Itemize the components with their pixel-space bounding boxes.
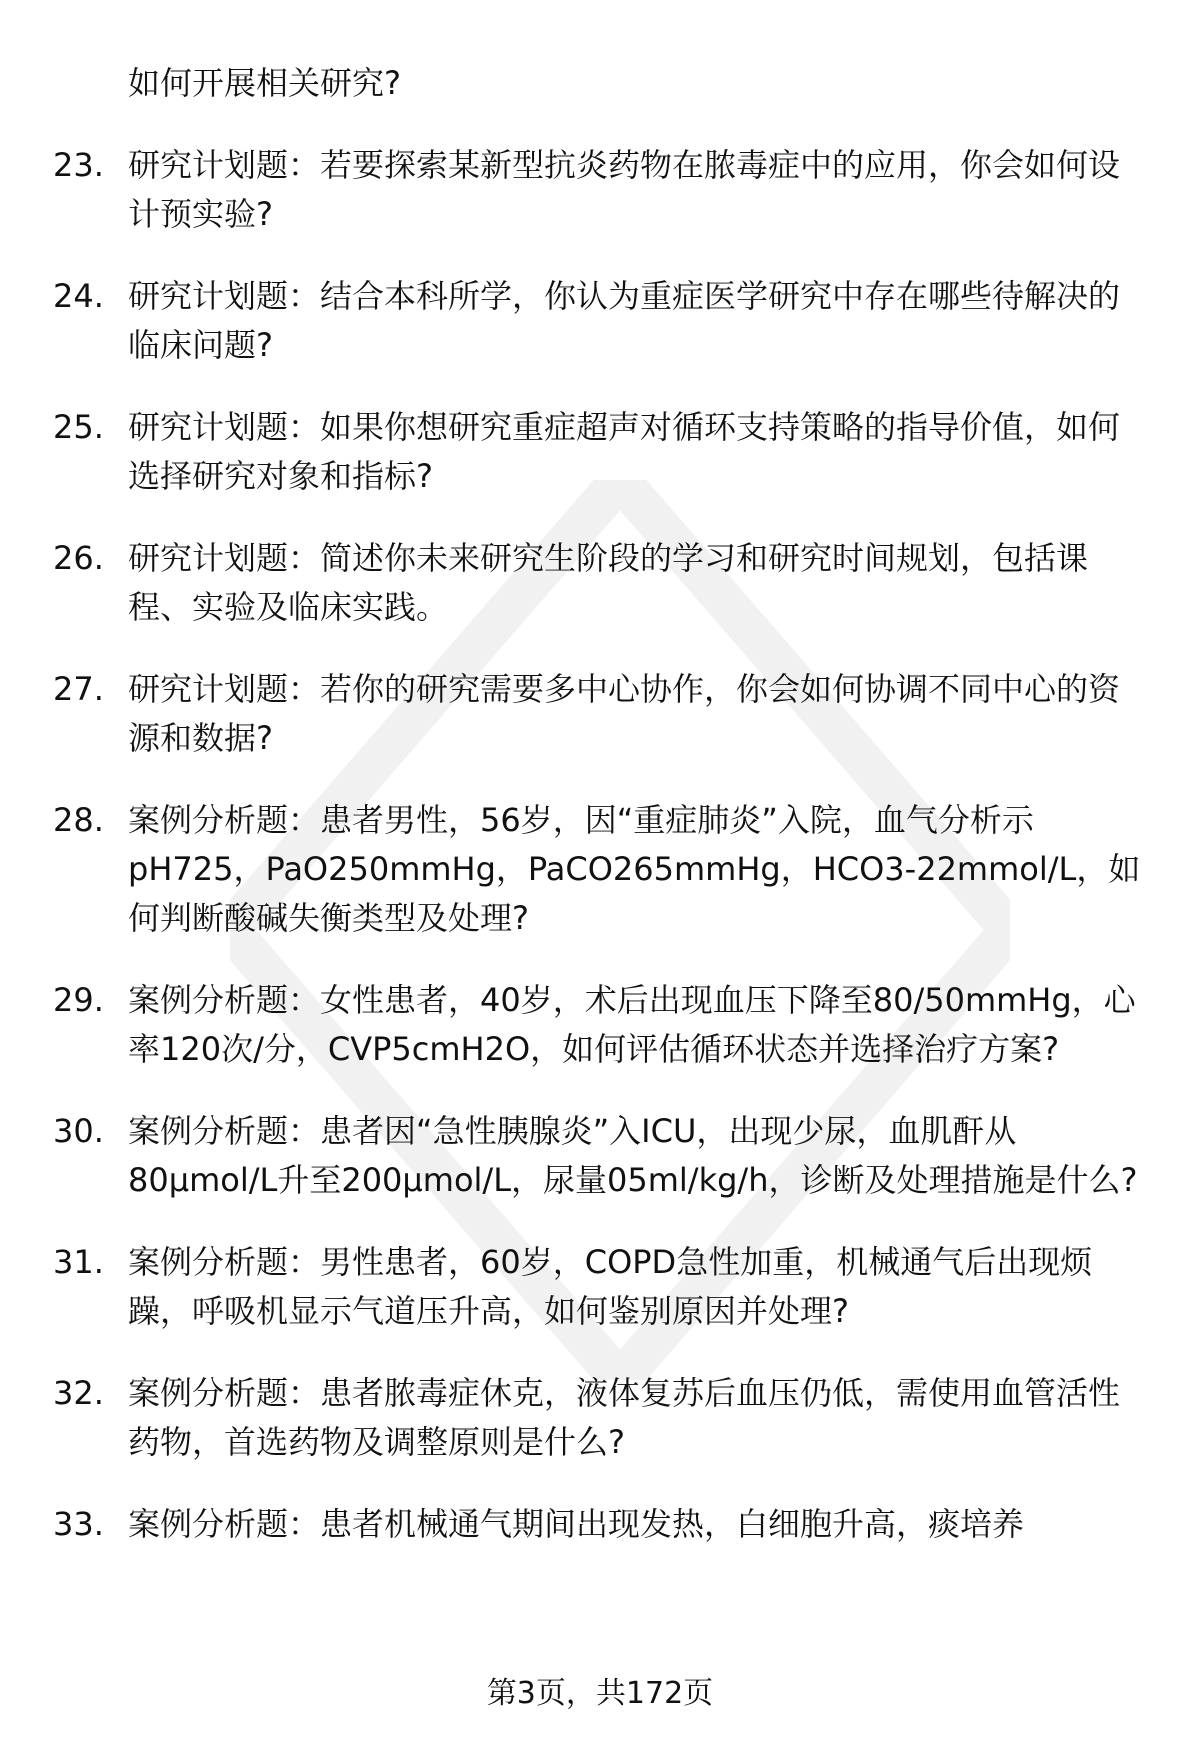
item-number: 33. <box>53 1505 104 1543</box>
item-number: 23. <box>53 146 104 184</box>
list-item <box>0 1369 1200 1467</box>
item-text: 案例分析题：男性患者，60岁，COPD急性加重，机械通气后出现烦躁，呼吸机显示气道压升高，如何鉴别原因并处理? <box>128 1243 1093 1330</box>
document-body <box>0 59 1200 1582</box>
list-item <box>0 272 1200 370</box>
list-item <box>0 1107 1200 1205</box>
list-item <box>0 976 1200 1074</box>
list-item <box>0 403 1200 501</box>
item-number: 24. <box>53 277 104 315</box>
continuation-text <box>0 59 1200 108</box>
item-number: 28. <box>53 801 104 839</box>
item-number: 31. <box>53 1243 104 1281</box>
item-text: 案例分析题：患者机械通气期间出现发热，白细胞升高，痰培养 <box>128 1505 1025 1543</box>
item-number: 29. <box>53 981 104 1019</box>
list-item <box>0 796 1200 943</box>
item-number: 32. <box>53 1374 104 1412</box>
item-number: 27. <box>53 670 104 708</box>
item-text: 研究计划题：结合本科所学，你认为重症医学研究中存在哪些待解决的临床问题? <box>128 277 1121 364</box>
item-text: 案例分析题：患者男性，56岁，因“重症肺炎”入院，血气分析示pH725，PaO250mmHg，PaCO265mmHg，HCO3-22mmol/L，如何判断酸碱失衡类型及处理? <box>128 801 1141 937</box>
list-item <box>0 534 1200 632</box>
item-number: 30. <box>53 1112 104 1150</box>
list-item <box>0 1500 1200 1549</box>
item-text: 案例分析题：患者因“急性胰腺炎”入ICU，出现少尿，血肌酐从80μmol/L升至200μmol/L，尿量05ml/kg/h，诊断及处理措施是什么? <box>128 1112 1138 1199</box>
item-text: 研究计划题：如果你想研究重症超声对循环支持策略的指导价值，如何选择研究对象和指标? <box>128 408 1121 495</box>
item-text: 研究计划题：简述你未来研究生阶段的学习和研究时间规划，包括课程、实验及临床实践。 <box>128 539 1089 626</box>
page-number-footer: 第3页，共172页 <box>486 1676 714 1711</box>
list-item <box>0 1238 1200 1336</box>
list-item <box>0 141 1200 239</box>
item-text: 案例分析题：患者脓毒症休克，液体复苏后血压仍低，需使用血管活性药物，首选药物及调整原则是什么? <box>128 1374 1121 1461</box>
item-text: 案例分析题：女性患者，40岁，术后出现血压下降至80/50mmHg，心率120次/分，CVP5cmH2O，如何评估循环状态并选择治疗方案? <box>128 981 1136 1068</box>
item-number: 26. <box>53 539 104 577</box>
item-number: 25. <box>53 408 104 446</box>
item-text: 如何开展相关研究? <box>128 64 401 102</box>
item-text: 研究计划题：若你的研究需要多中心协作，你会如何协调不同中心的资源和数据? <box>128 670 1121 757</box>
list-item <box>0 665 1200 763</box>
item-text: 研究计划题：若要探索某新型抗炎药物在脓毒症中的应用，你会如何设计预实验? <box>128 146 1121 233</box>
